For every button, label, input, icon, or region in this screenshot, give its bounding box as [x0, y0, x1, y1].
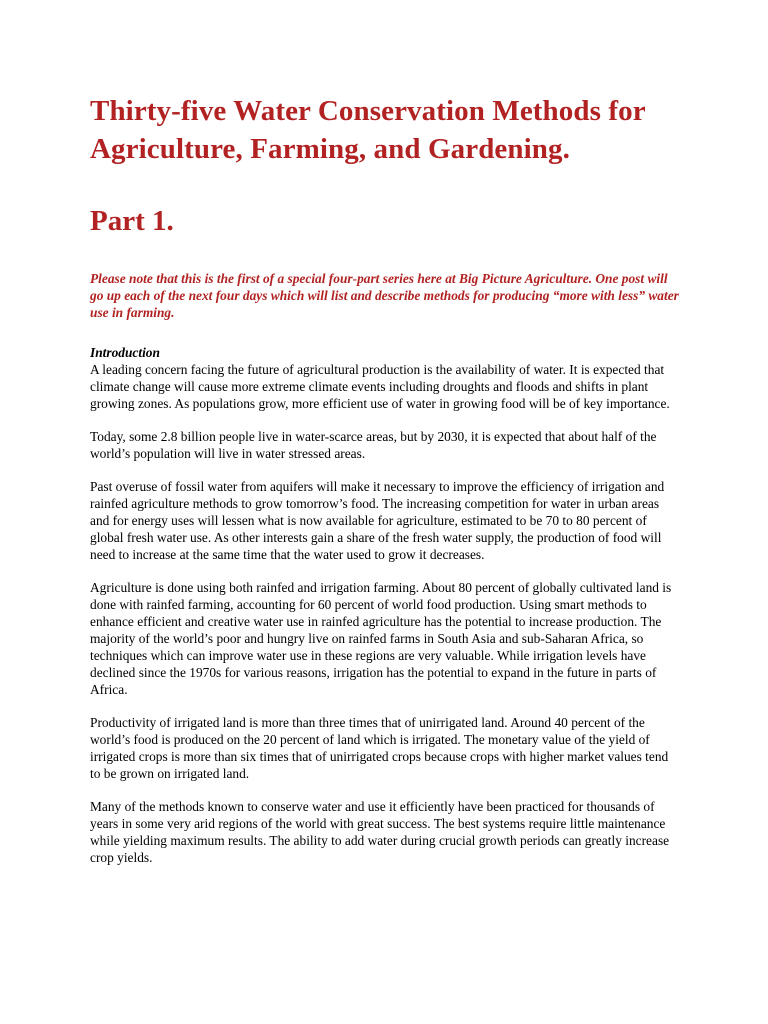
part-heading: Part 1.: [90, 205, 174, 237]
series-note: Please note that this is the first of a special four-part series here at Big Picture Agriculture. One post will go up each of the next four days which will list and describe methods for producing “more with less” water use in farming.: [90, 271, 679, 320]
paragraph-6: Many of the methods known to conserve water and use it efficiently have been practiced for thousands of years in some very arid regions of the world with great success. The best systems require little maintenance while yielding maximum results. The ability to add water during crucial growth periods can greatly increase crop yields.: [90, 799, 670, 865]
paragraph-2: Today, some 2.8 billion people live in water-scarce areas, but by 2030, it is expected that about half of the world’s population will live in water stressed areas.: [90, 429, 657, 461]
paragraph-3: Past overuse of fossil water from aquifers will make it necessary to improve the efficiency of irrigation and rainfed agriculture methods to grow tomorrow’s food. The increasing competition for water in urban areas and for energy uses will lessen what is now available for agriculture, estimated to be 70 to 80 percent of global fresh water use. As other interests gain a share of the fresh water supply, the production of food will need to increase at the same time that the water used to grow it decreases.: [90, 479, 665, 562]
paragraph-5: Productivity of irrigated land is more than three times that of unirrigated land. Around 40 percent of the world’s food is produced on the 20 percent of land which is irrigated. The monetary value of the yield of irrigated crops is more than six times that of unirrigated crops because crops with higher market values tend to be grown on irrigated land.: [90, 715, 669, 781]
introduction-heading: Introduction: [90, 345, 160, 360]
paragraph-1: A leading concern facing the future of agricultural production is the availability of water. It is expected that climate change will cause more extreme climate events including droughts and floods and shifts in plant growing zones. As populations grow, more efficient use of water in growing food will be of key importance.: [90, 362, 670, 411]
document-title: Thirty-five Water Conservation Methods for Agriculture, Farming, and Gardening.: [90, 95, 646, 165]
document-page: [90, 92, 680, 882]
body-text: [90, 361, 680, 866]
paragraph-4: Agriculture is done using both rainfed and irrigation farming. About 80 percent of globally cultivated land is done with rainfed farming, accounting for 60 percent of world food production. Using smart methods to enhance efficient and creative water use in rainfed agriculture has the potential to increase production. The majority of the world’s poor and hungry live on rainfed farms in South Asia and sub-Saharan Africa, so techniques which can improve water use in these regions are very valuable. While irrigation levels have declined since the 1970s for various reasons, irrigation has the potential to expand in the future in parts of Africa.: [90, 580, 672, 697]
